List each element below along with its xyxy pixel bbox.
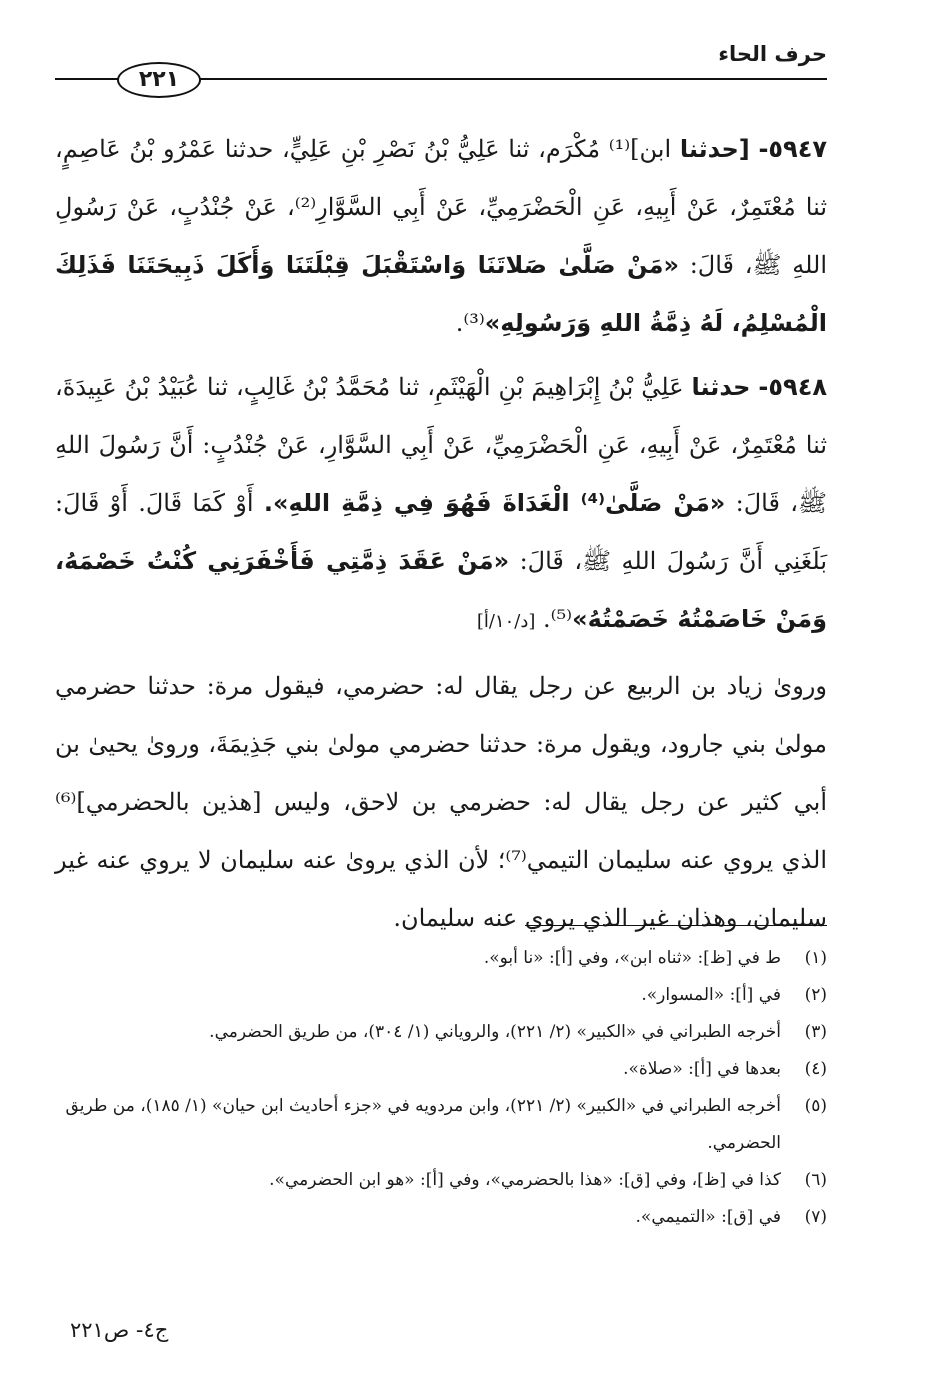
footnote-number: (٦) — [804, 1170, 827, 1190]
footnote-number: (٧) — [804, 1207, 827, 1227]
hadith-isnad: عَلِيُّ بْنُ إِبْرَاهِيمَ بْنِ الْهَيْثَمِ، ثنا مُحَمَّدُ بْنُ غَالِبٍ، ثنا عُبَيْدُ بْنُ عَبِيدَةَ، ثنا مُعْتَمِرٌ، عَنْ أَبِيهِ، عَنِ الْحَضْرَمِيِّ، عَنْ أَبِي السَّوَّارِ، عَنْ جُنْدُبٍ: أَنَّ رَسُولَ اللهِ ﷺ، قَالَ: — [55, 373, 828, 517]
footnote-text: كذا في [ظ]، وفي [ق]: «هذا بالحضرمي»، وفي [أ]: «هو ابن الحضرمي». — [269, 1170, 781, 1190]
hadith-matn: «مَنْ صَلَّىٰ صَلاتَنَا وَاسْتَقْبَلَ قِبْلَتَنَا وَأَكَلَ ذَبِيحَتَنَا فَذَلِكَ الْمُسْلِمُ، لَهُ ذِمَّةُ اللهِ وَرَسُولِهِ» — [55, 251, 827, 337]
footnote — [55, 1051, 827, 1088]
footnotes — [55, 940, 827, 1236]
footnote-text: في [أ]: «المسوار». — [641, 985, 781, 1005]
footnote — [55, 1014, 827, 1051]
footnote — [55, 1199, 827, 1236]
footnote-text: بعدها في [أ]: «صلاة». — [623, 1059, 781, 1079]
hadith-tail: ⁽³⁾. — [455, 309, 485, 337]
chapter-title: حرف الحاء — [718, 42, 827, 66]
footnote-text: ط في [ظ]: «ثناه ابن»، وفي [أ]: «نا أبو». — [483, 948, 781, 968]
page-number-badge: ٢٢١ — [117, 62, 201, 98]
hadith-middle: أَوْ كَمَا قَالَ. أَوْ قَالَ: بَلَغَنِي أَنَّ رَسُولَ اللهِ ﷺ، قَالَ: — [55, 489, 827, 575]
footnote-number: (٢) — [804, 985, 827, 1005]
footnote-separator — [525, 925, 827, 926]
footnote-number: (٤) — [804, 1059, 827, 1079]
hadith-matn: «مَنْ عَقَدَ ذِمَّتِي فَأَخْفَرَنِي كُنْتُ خَصْمَهُ، وَمَنْ خَاصَمْتُهُ خَصَمْتُهُ» — [55, 547, 827, 633]
page-header — [55, 40, 827, 100]
hadith-tail: ⁽⁵⁾. — [543, 605, 573, 633]
footnote — [55, 1088, 827, 1162]
hadith-lead: [حدثنا — [679, 135, 750, 163]
footnote — [55, 977, 827, 1014]
footnote-number: (١) — [804, 948, 827, 968]
footnote-text: أخرجه الطبراني في «الكبير» (٢/ ٢٢١)، والروياني (١/ ٣٠٤)، من طريق الحضرمي. — [209, 1022, 781, 1042]
volume-page-footer: ج٤- ص٢٢١ — [70, 1318, 169, 1342]
footnote — [55, 940, 827, 977]
hadith-5948 — [55, 358, 827, 651]
footnote — [55, 1162, 827, 1199]
main-text — [55, 120, 827, 953]
footnote-text: أخرجه الطبراني في «الكبير» (٢/ ٢٢١)، وابن مردويه في «جزء أحاديث ابن حيان» (١/ ١٨٥)، من طريق الحضرمي. — [65, 1096, 781, 1153]
manuscript-reference: [د/١٠/أ] — [476, 611, 536, 632]
footnote-number: (٣) — [804, 1022, 827, 1042]
hadith-5947 — [55, 120, 827, 352]
hadith-isnad: ابن]⁽¹⁾ مُكْرَم، ثنا عَلِيُّ بْنُ نَصْرِ بْنِ عَلِيٍّ، حدثنا عَمْرُو بْنُ عَاصِمٍ، ثنا مُعْتَمِرٌ، عَنْ أَبِيهِ، عَنِ الْحَضْرَمِيِّ، عَنْ أَبِي السَّوَّارِ⁽²⁾، عَنْ جُنْدُبٍ، عَنْ رَسُولِ اللهِ ﷺ، قَالَ: — [55, 135, 828, 279]
hadith-number: ٥٩٤٨- — [758, 373, 827, 401]
footnote-number: (٥) — [804, 1096, 827, 1116]
hadith-lead: حدثنا — [691, 373, 751, 401]
commentary-paragraph: وروىٰ زياد بن الربيع عن رجل يقال له: حضرمي، فيقول مرة: حدثنا حضرمي مولىٰ بني جارود، ويقول مرة: حدثنا حضرمي مولىٰ بني جَذِيمَةَ، وروىٰ يحيىٰ بن أبي كثير عن رجل يقال له: حضرمي بن لاحق، وليس [هذين بالحضرمي]⁽⁶⁾ الذي يروي عنه سليمان التيمي⁽⁷⁾؛ لأن الذي يروىٰ عنه سليمان لا يروي عنه غير سليمان، وهذان غير الذي يروي عنه سليمان. — [55, 672, 828, 932]
footnote-text: في [ق]: «التميمي». — [635, 1207, 781, 1227]
hadith-number: ٥٩٤٧- — [758, 135, 827, 163]
hadith-matn: «مَنْ صَلَّىٰ⁽⁴⁾ الْغَدَاةَ فَهُوَ فِي ذِمَّةِ اللهِ». — [263, 489, 726, 517]
